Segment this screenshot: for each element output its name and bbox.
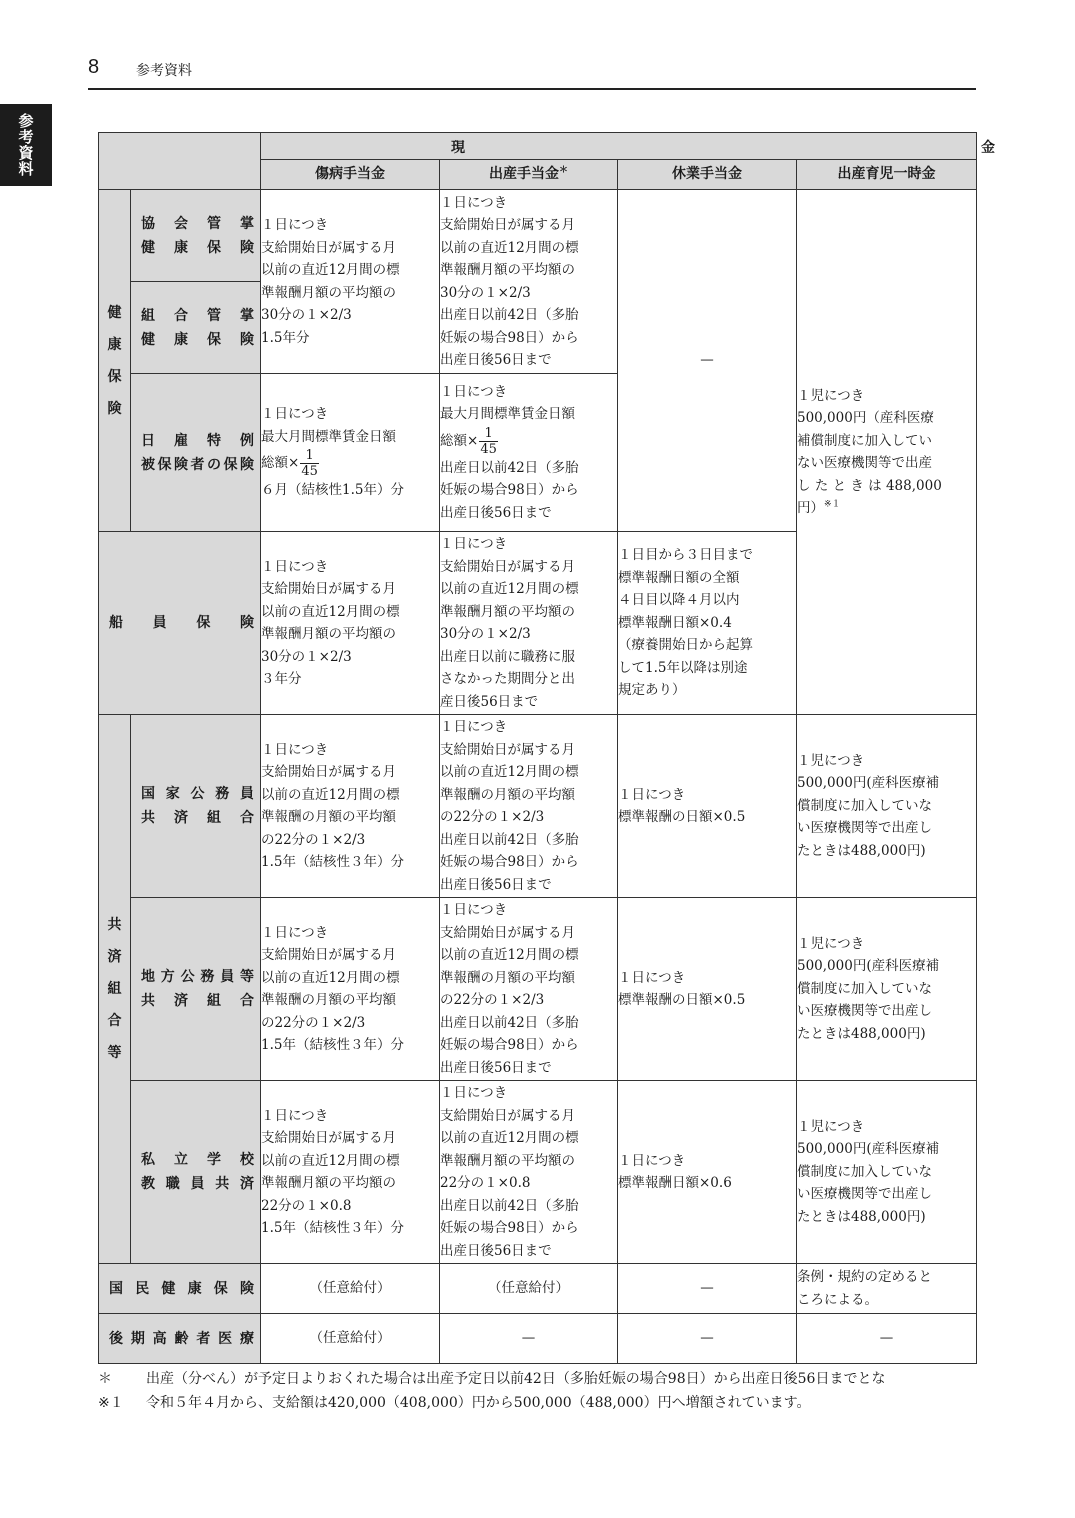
shiritsu-shussan-cell (440, 1081, 618, 1264)
text-line: さなかった期間分と出 (440, 671, 575, 687)
text-line: 1.5年（結核性３年）分 (261, 1037, 404, 1053)
kokuho-ikuji-cell (797, 1264, 977, 1314)
text-line: 健 康 保 険 (141, 239, 254, 256)
asterisk-mark: ＊ (558, 165, 568, 176)
shiritsu-ikuji-cell (797, 1081, 977, 1264)
text-line: 準報酬月額の平均額の (440, 262, 575, 278)
koki-ikuji-cell: — (797, 1314, 977, 1364)
shiritsu-shobyo-cell (261, 1081, 440, 1264)
text-line: １日につき (261, 558, 329, 575)
row-label-senin: 船 員 保 険 (99, 532, 261, 715)
col-header-ikuji: 出産育児一時金 (797, 160, 977, 190)
footnote-mark: ※１ (98, 1395, 124, 1411)
text-line: １日につき (440, 1085, 508, 1101)
text-line: 組 (107, 981, 122, 997)
text-line: 妊娠の場合98日）から (440, 854, 579, 870)
kenpo-shobyo-cell (261, 190, 440, 374)
footnote-text: 令和５年４月から、支給額は420,000（408,000）円から500,000（488,000）円へ増額されています。 (146, 1395, 811, 1411)
text-line: １児につき (797, 935, 865, 952)
page-number: 8 (88, 56, 100, 78)
kenpo-ikuji-cell (797, 190, 977, 715)
row-label-kokuho: 国 民 健 康 保 険 (99, 1264, 261, 1314)
text-line: 私 立 学 校 (141, 1152, 254, 1168)
text-line: の22分の１×2/3 (440, 809, 545, 825)
text-line: 国 家 公 務 員 (141, 786, 254, 802)
text-line: 償制度に加入していな (797, 980, 932, 997)
cash-header-left: 現 (451, 140, 465, 156)
text-line: ４日目以降４月以内 (618, 592, 740, 609)
footnote-text: 出産（分べん）が予定日よりおくれた場合は出産予定日以前42日（多胎妊娠の場合98日）から出産日後56日までとな (146, 1371, 886, 1387)
text-line: 合 (107, 1013, 122, 1029)
text-line: １日につき (618, 969, 686, 986)
text-line: 支給開始日が属する月 (261, 239, 396, 256)
text-line: １日につき (440, 719, 508, 735)
benefits-table (98, 132, 995, 1364)
footnote-asterisk (98, 1368, 885, 1388)
kokuho-kyugyo-cell: — (618, 1264, 797, 1314)
text-line: 準報酬月額の平均額の (440, 1152, 575, 1169)
text-line: 共 済 組 合 (141, 810, 254, 826)
hiyatoi-shobyo-cell: １日につき 最大月間標準賃金日額 総額× $\frac{1}{45}$ ６月（結核性1.5年）分 (261, 374, 440, 532)
text-line: 以前の直近12月間の標 (261, 969, 400, 986)
text-line: 支給開始日が属する月 (261, 581, 396, 597)
chiho-ikuji-cell (797, 898, 977, 1081)
text-line: 健 (107, 304, 122, 321)
col-header-shussan: 出産手当金＊ (440, 160, 618, 190)
text-line: 妊娠の場合98日）から (440, 1220, 579, 1236)
side-tab: 参考資料 (0, 104, 52, 186)
text-line: 償制度に加入していな (797, 797, 932, 814)
text-line: 産日後56日まで (440, 693, 539, 710)
kokuho-shussan-cell: （任意給付） (440, 1264, 618, 1314)
text-line: 等 (107, 1045, 122, 1061)
chiho-shussan-cell (440, 898, 618, 1081)
text-line: ころによる。 (797, 1291, 878, 1308)
text-line: 共 (107, 917, 122, 933)
text-line: 教 職 員 共 済 (141, 1176, 254, 1192)
text-line: 出産日以前42日（多胎 (440, 1197, 579, 1214)
text-line: 出産日後56日まで (440, 1242, 552, 1259)
footnote-note1 (98, 1392, 810, 1412)
group-kenko (99, 190, 131, 532)
text-line: 500,000円(産科医療補 (797, 958, 940, 975)
text-line: 共 済 組 合 (141, 993, 254, 1009)
text-line: 出産日以前42日（多胎 (440, 307, 579, 323)
text-line: １児につき (797, 387, 865, 404)
text-line: １日につき (618, 786, 686, 803)
text-line: １児につき (797, 752, 865, 769)
text-line: １日につき (440, 194, 508, 211)
text-line: 以前の直近12月間の標 (440, 581, 579, 597)
cash-header (261, 133, 995, 160)
text-line: 支給開始日が属する月 (261, 1130, 396, 1146)
kenpo-shussan-cell (440, 190, 618, 374)
text-line: 支給開始日が属する月 (440, 558, 575, 575)
text-line: 以前の直近12月間の標 (440, 239, 579, 256)
row-label-shiritsu (131, 1081, 261, 1264)
text-line: 償制度に加入していな (797, 1163, 932, 1180)
text-line: 出産日後56日まで (440, 876, 552, 893)
text-line: 以前の直近12月間の標 (440, 764, 579, 780)
koki-shussan-cell: — (440, 1314, 618, 1364)
row-label-kyokai (131, 190, 261, 282)
text-line: １日につき (261, 1107, 329, 1124)
text-line: １日目から３日目まで (618, 547, 753, 564)
text-line: 保 (107, 368, 122, 385)
text-line: い医療機関等で出産し (797, 1003, 932, 1020)
col-header-kyugyo: 休業手当金 (618, 160, 797, 190)
text-line: の22分の１×2/3 (261, 1014, 366, 1031)
text-line: 500,000円(産科医療補 (797, 775, 940, 792)
kokuho-shobyo-cell: （任意給付） (261, 1264, 440, 1314)
text-line: 出産日後56日まで (440, 1059, 552, 1076)
text-line: 支給開始日が属する月 (261, 947, 396, 963)
text-line: し た と き は 488,000 (797, 477, 942, 494)
text-line: 妊娠の場合98日）から (440, 1037, 579, 1053)
text-line: 準報酬の月額の平均額 (261, 992, 396, 1008)
text-line: 被保険者の保険 (141, 456, 254, 473)
text-line: ３年分 (261, 671, 302, 687)
shiritsu-kyugyo-cell (618, 1081, 797, 1264)
text-line: 健 康 保 険 (141, 331, 254, 348)
col-header-shobyo: 傷病手当金 (261, 160, 440, 190)
fraction-1-45: $\frac{1}{45}$ (301, 448, 318, 480)
text-line: 1.5年分 (261, 329, 310, 346)
text-line: 済 (107, 949, 122, 965)
section-title: 参考資料 (136, 63, 192, 79)
kokka-shobyo-cell (261, 715, 440, 898)
text-line: たときは488,000円) (797, 1025, 926, 1042)
text-line: 支給開始日が属する月 (440, 741, 575, 758)
text-line: 以前の直近12月間の標 (261, 1152, 400, 1169)
text-line: 22分の１×0.8 (440, 1175, 531, 1191)
text-line: 準報酬月額の平均額の (440, 603, 575, 620)
text-line: １日につき (261, 217, 329, 233)
text-line: 支給開始日が属する月 (261, 764, 396, 780)
text-line: 30分の１×2/3 (440, 626, 531, 642)
senin-shobyo-cell (261, 532, 440, 715)
text-line: １日につき (440, 902, 508, 918)
kenpo-kyugyo-cell: — (618, 190, 797, 532)
kokka-kyugyo-cell (618, 715, 797, 898)
footnote-mark: ＊ (98, 1371, 112, 1387)
text-line: 標準報酬の日額×0.5 (618, 809, 746, 825)
text-line: 出産日以前42日（多胎 (440, 1014, 579, 1031)
text-line: 標準報酬日額×0.6 (618, 1175, 732, 1191)
text-line: 以前の直近12月間の標 (261, 603, 400, 620)
senin-shussan-cell (440, 532, 618, 715)
text-line: 補償制度に加入してい (797, 432, 932, 449)
text-line: 支給開始日が属する月 (440, 1107, 575, 1124)
corner-cell (99, 133, 261, 190)
text-line: 協 会 管 掌 (141, 215, 254, 232)
text-line: （療養開始日から起算 (618, 637, 753, 654)
text-line: 日 雇 特 例 (141, 432, 254, 449)
chiho-shobyo-cell (261, 898, 440, 1081)
koki-shobyo-cell: （任意給付） (261, 1314, 440, 1364)
text-line: 準報酬月額の平均額の (261, 626, 396, 642)
text-line: の22分の１×2/3 (261, 831, 366, 848)
text-line: 出産日後56日まで (440, 352, 552, 368)
text-line: １日につき (261, 924, 329, 941)
text-line: １日につき (440, 536, 508, 552)
text-line: 準報酬月額の平均額の (261, 284, 396, 301)
text-line: 支給開始日が属する月 (440, 924, 575, 941)
text-line: して1.5年以降は別途 (618, 659, 748, 676)
text-line: 険 (107, 400, 122, 417)
text-line: 22分の１×0.8 (261, 1197, 352, 1214)
text-line: 以前の直近12月間の標 (440, 1130, 579, 1146)
text-line: 規定あり） (618, 682, 686, 699)
text-line: １日につき (261, 741, 329, 758)
text-line: 出産日以前に職務に服 (440, 648, 575, 665)
text-line: 康 (107, 336, 122, 353)
row-label-kumiai (131, 282, 261, 374)
hiyatoi-shussan-cell: １日につき 最大月間標準賃金日額 総額× $\frac{1}{45}$ 出産日以前42日（多胎 妊娠の場合98日）から 出産日後56日まで (440, 374, 618, 532)
kokka-shussan-cell (440, 715, 618, 898)
text-line: 1.5年（結核性３年）分 (261, 854, 404, 870)
text-line: 出産日以前42日（多胎 (440, 831, 579, 848)
group-kyosai (99, 715, 131, 1264)
text-line: 30分の１×2/3 (261, 307, 352, 323)
note-mark: ※１ (824, 499, 841, 510)
text-line: たときは488,000円) (797, 1208, 926, 1225)
text-line: い医療機関等で出産し (797, 820, 932, 837)
header-rule (88, 88, 976, 90)
text-line: 地方公務員等 (141, 969, 254, 985)
text-line: 支給開始日が属する月 (440, 217, 575, 233)
text-line: 組 合 管 掌 (141, 307, 254, 324)
text-line: い医療機関等で出産し (797, 1186, 932, 1203)
text-line: 標準報酬日額×0.4 (618, 614, 732, 631)
text-line: 以前の直近12月間の標 (261, 262, 400, 278)
text-line: 500,000円(産科医療補 (797, 1141, 940, 1158)
text-line: 1.5年（結核性３年）分 (261, 1220, 404, 1236)
group-kyosai-label (99, 909, 130, 1069)
text-line: 30分の１×2/3 (440, 284, 531, 301)
text-line: 準報酬月額の平均額の (261, 1175, 396, 1191)
text-line: 標準報酬日額の全額 (618, 569, 740, 586)
kokka-ikuji-cell (797, 715, 977, 898)
group-kenko-label (99, 297, 130, 425)
text-line: 条例・規約の定めると (797, 1269, 932, 1285)
text-line: 準報酬の月額の平均額 (261, 809, 396, 825)
koki-kyugyo-cell: — (618, 1314, 797, 1364)
text-line: １日につき (618, 1152, 686, 1169)
row-label-koki: 後 期 高 齢 者 医 療 (99, 1314, 261, 1364)
row-label-chiho (131, 898, 261, 1081)
text-line: の22分の１×2/3 (440, 992, 545, 1008)
row-label-hiyatoi (131, 374, 261, 532)
cash-header-right: 金 (981, 140, 995, 156)
text-line: 500,000円（産科医療 (797, 410, 934, 426)
chiho-kyugyo-cell (618, 898, 797, 1081)
text-line: 標準報酬の日額×0.5 (618, 992, 746, 1008)
text-line: ない医療機関等で出産 (797, 455, 932, 471)
fraction-1-45: $\frac{1}{45}$ (480, 425, 497, 457)
text-line: 以前の直近12月間の標 (261, 786, 400, 803)
row-label-kokka (131, 715, 261, 898)
senin-kyugyo-cell (618, 532, 797, 715)
text-line: 円）$^{※1}$ (797, 499, 841, 516)
text-line: 妊娠の場合98日）から (440, 329, 579, 346)
text-line: 30分の１×2/3 (261, 648, 352, 665)
text-line: 以前の直近12月間の標 (440, 947, 579, 963)
text-line: １児につき (797, 1118, 865, 1135)
text-line: 準報酬の月額の平均額 (440, 969, 575, 986)
text-line: 準報酬の月額の平均額 (440, 786, 575, 803)
text-line: たときは488,000円) (797, 842, 926, 859)
